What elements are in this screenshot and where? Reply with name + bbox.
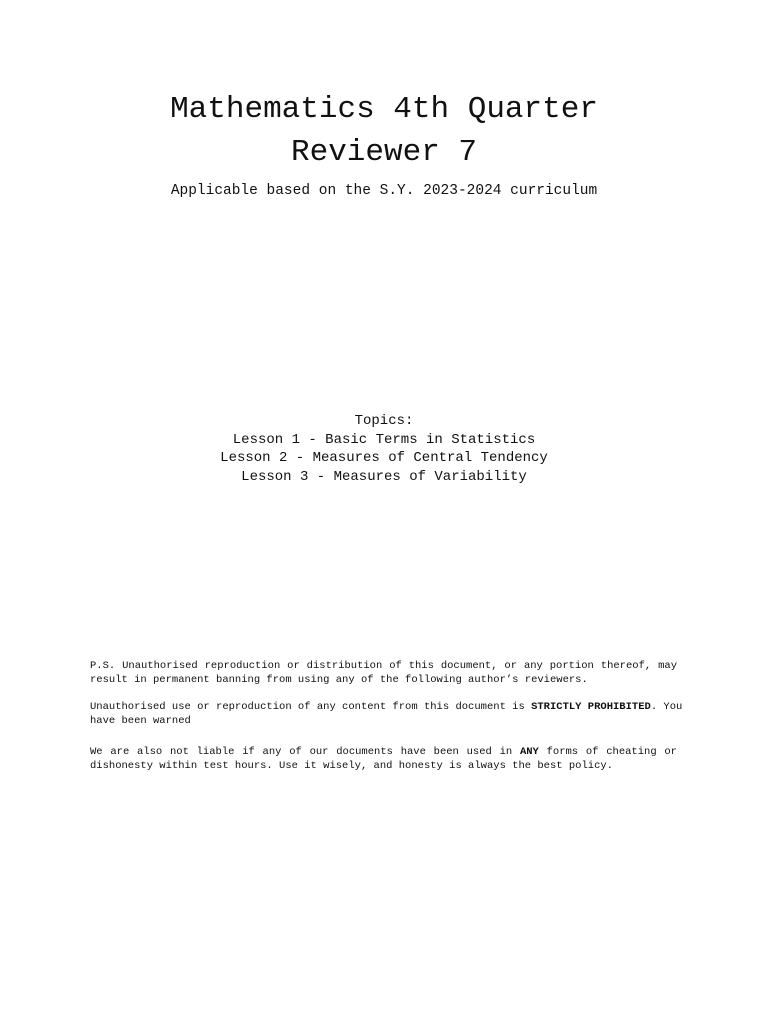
strictly-prohibited-emphasis: STRICTLY PROHIBITED xyxy=(531,701,651,713)
notice-prohibited-text-pre: Unauthorised use or reproduction of any content from this document is xyxy=(90,701,532,713)
notice-liability xyxy=(90,746,677,774)
topic-item-lesson-2: Lesson 2 - Measures of Central Tendency xyxy=(220,450,548,467)
notice-liability-text-post: forms of cheating or xyxy=(538,746,677,758)
any-emphasis: ANY xyxy=(519,746,539,758)
notice-prohibited-text-post: . You xyxy=(650,701,683,713)
notice-prohibited-line-2: have been warned xyxy=(90,714,191,727)
notice-prohibited xyxy=(90,701,683,729)
topic-item-lesson-1: Lesson 1 - Basic Terms in Statistics xyxy=(232,431,536,448)
notice-liability-line-1 xyxy=(90,746,677,760)
notice-prohibited-line-1 xyxy=(90,701,683,715)
notice-reproduction-line-1: P.S. Unauthorised reproduction or distribution of this document, or any portion thereof, may xyxy=(90,660,677,672)
notice-reproduction xyxy=(90,660,677,688)
document-subtitle: Applicable based on the S.Y. 2023-2024 curriculum xyxy=(170,183,598,199)
notice-liability-line-2: dishonesty within test hours. Use it wisely, and honesty is always the best policy. xyxy=(90,759,613,772)
topics-heading: Topics: xyxy=(354,413,414,429)
document-title-line-1: Mathematics 4th Quarter xyxy=(170,92,598,127)
document-title-line-2: Reviewer 7 xyxy=(290,135,478,170)
notice-reproduction-line-2: result in permanent banning from using any of the following author’s reviewers. xyxy=(90,673,588,686)
topic-item-lesson-3: Lesson 3 - Measures of Variability xyxy=(241,469,527,486)
notice-liability-text-pre: We are also not liable if any of our documents have been used in xyxy=(90,746,520,758)
topics-section xyxy=(0,412,768,487)
